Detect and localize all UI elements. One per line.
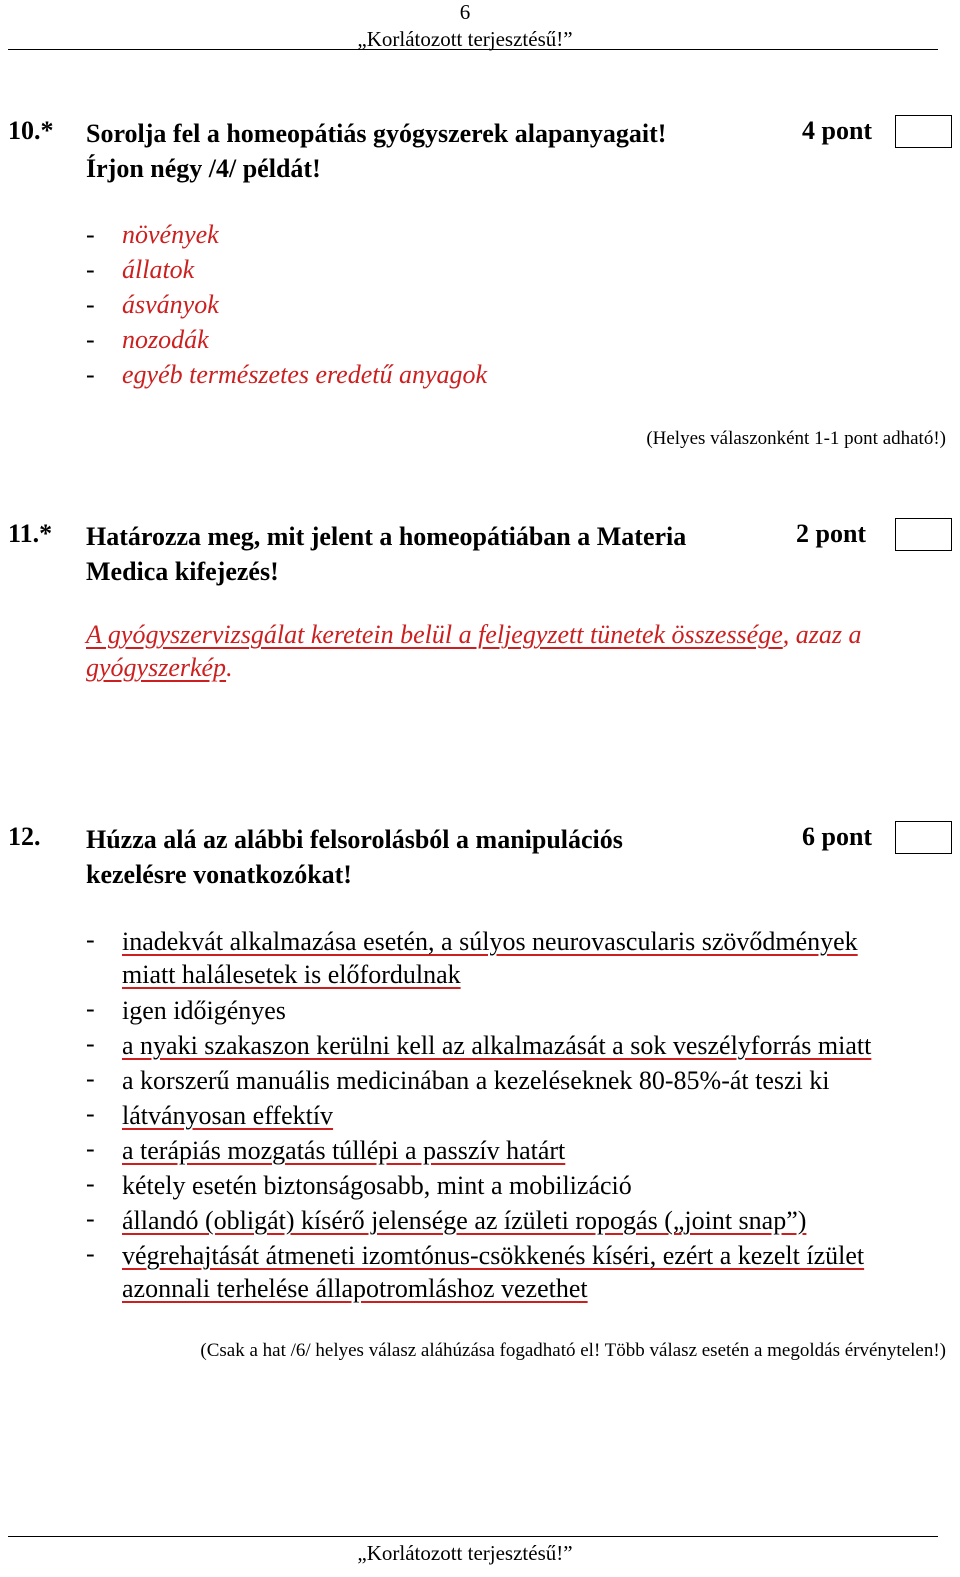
list-item: - nozodák (86, 325, 209, 354)
question-number: 11.* (8, 519, 53, 548)
footer-divider (8, 1536, 938, 1537)
points-label: 2 pont (796, 519, 867, 548)
answer-text: . (226, 653, 233, 682)
question-text-line2: Írjon négy /4/ példát! (86, 154, 321, 183)
option-item[interactable]: a terápiás mozgatás túllépi a passzív határt (122, 1136, 566, 1165)
option-item[interactable]: a nyaki szakaszon kerülni kell az alkalmazását a sok veszélyforrás miatt (122, 1031, 872, 1060)
question-text-line1: Sorolja fel a homeopátiás gyógyszerek alapanyagait! (86, 119, 667, 148)
question-number: 12. (8, 822, 41, 851)
question-text-line1: Határozza meg, mit jelent a homeopátiában a Materia (86, 522, 687, 551)
question-number: 10.* (8, 116, 54, 145)
option-item-continuation[interactable]: azonnali terhelése állapotromláshoz vezethet (122, 1274, 588, 1303)
answer-line1 (86, 620, 862, 650)
option-item[interactable]: látványosan effektív (122, 1101, 334, 1130)
question-text-line2: kezelésre vonatkozókat! (86, 860, 352, 889)
footer-title: „Korlátozott terjesztésű!” (357, 1541, 573, 1565)
answer-line2 (86, 653, 233, 683)
option-item[interactable]: kétely esetén biztonságosabb, mint a mobilizáció (122, 1171, 632, 1200)
question-text-line2: Medica kifejezés! (86, 557, 279, 586)
answer-text: növények (122, 220, 219, 249)
score-box[interactable] (895, 115, 952, 148)
header-title: „Korlátozott terjesztésű!” (357, 27, 573, 51)
option-item-continuation[interactable]: miatt halálesetek is előfordulnak (122, 960, 461, 989)
answer-text: ásványok (122, 290, 219, 319)
list-item: - egyéb természetes eredetű anyagok (86, 360, 488, 389)
list-item: - ásványok (86, 290, 219, 319)
answer-text: egyéb természetes eredetű anyagok (122, 360, 488, 389)
option-item[interactable]: végrehajtását átmeneti izomtónus-csökkenés kíséri, ezért a kezelt ízület (122, 1241, 865, 1270)
answer-text: nozodák (122, 325, 209, 354)
header-divider (8, 49, 938, 50)
option-item[interactable]: állandó (obligát) kísérő jelensége az ízületi ropogás („joint snap”) (122, 1206, 807, 1235)
answer-text: , azaz a (782, 620, 862, 649)
points-label: 6 pont (802, 822, 873, 851)
scoring-note: (Helyes válaszonként 1-1 pont adható!) (646, 428, 946, 449)
option-item[interactable]: igen időigényes (122, 996, 286, 1025)
score-box[interactable] (895, 821, 952, 854)
answer-underlined: A gyógyszervizsgálat keretein belül a feljegyzett tünetek összessége (86, 620, 783, 649)
list-item: - növények (86, 220, 219, 249)
points-label: 4 pont (802, 116, 873, 145)
option-item[interactable]: a korszerű manuális medicinában a kezeléseknek 80-85%-át teszi ki (122, 1066, 830, 1095)
answer-underlined: gyógyszerkép (86, 653, 227, 682)
score-box[interactable] (895, 518, 952, 551)
answer-text: állatok (122, 255, 195, 284)
list-item: - állatok (86, 255, 195, 284)
question-text-line1: Húzza alá az alábbi felsorolásból a manipulációs (86, 825, 623, 854)
option-item[interactable]: inadekvát alkalmazása esetén, a súlyos neurovascularis szövődmények (122, 927, 858, 956)
page-number: 6 (459, 0, 471, 24)
scoring-note: (Csak a hat /6/ helyes válasz aláhúzása fogadható el! Több válasz esetén a megoldás érvénytelen!) (200, 1340, 946, 1361)
